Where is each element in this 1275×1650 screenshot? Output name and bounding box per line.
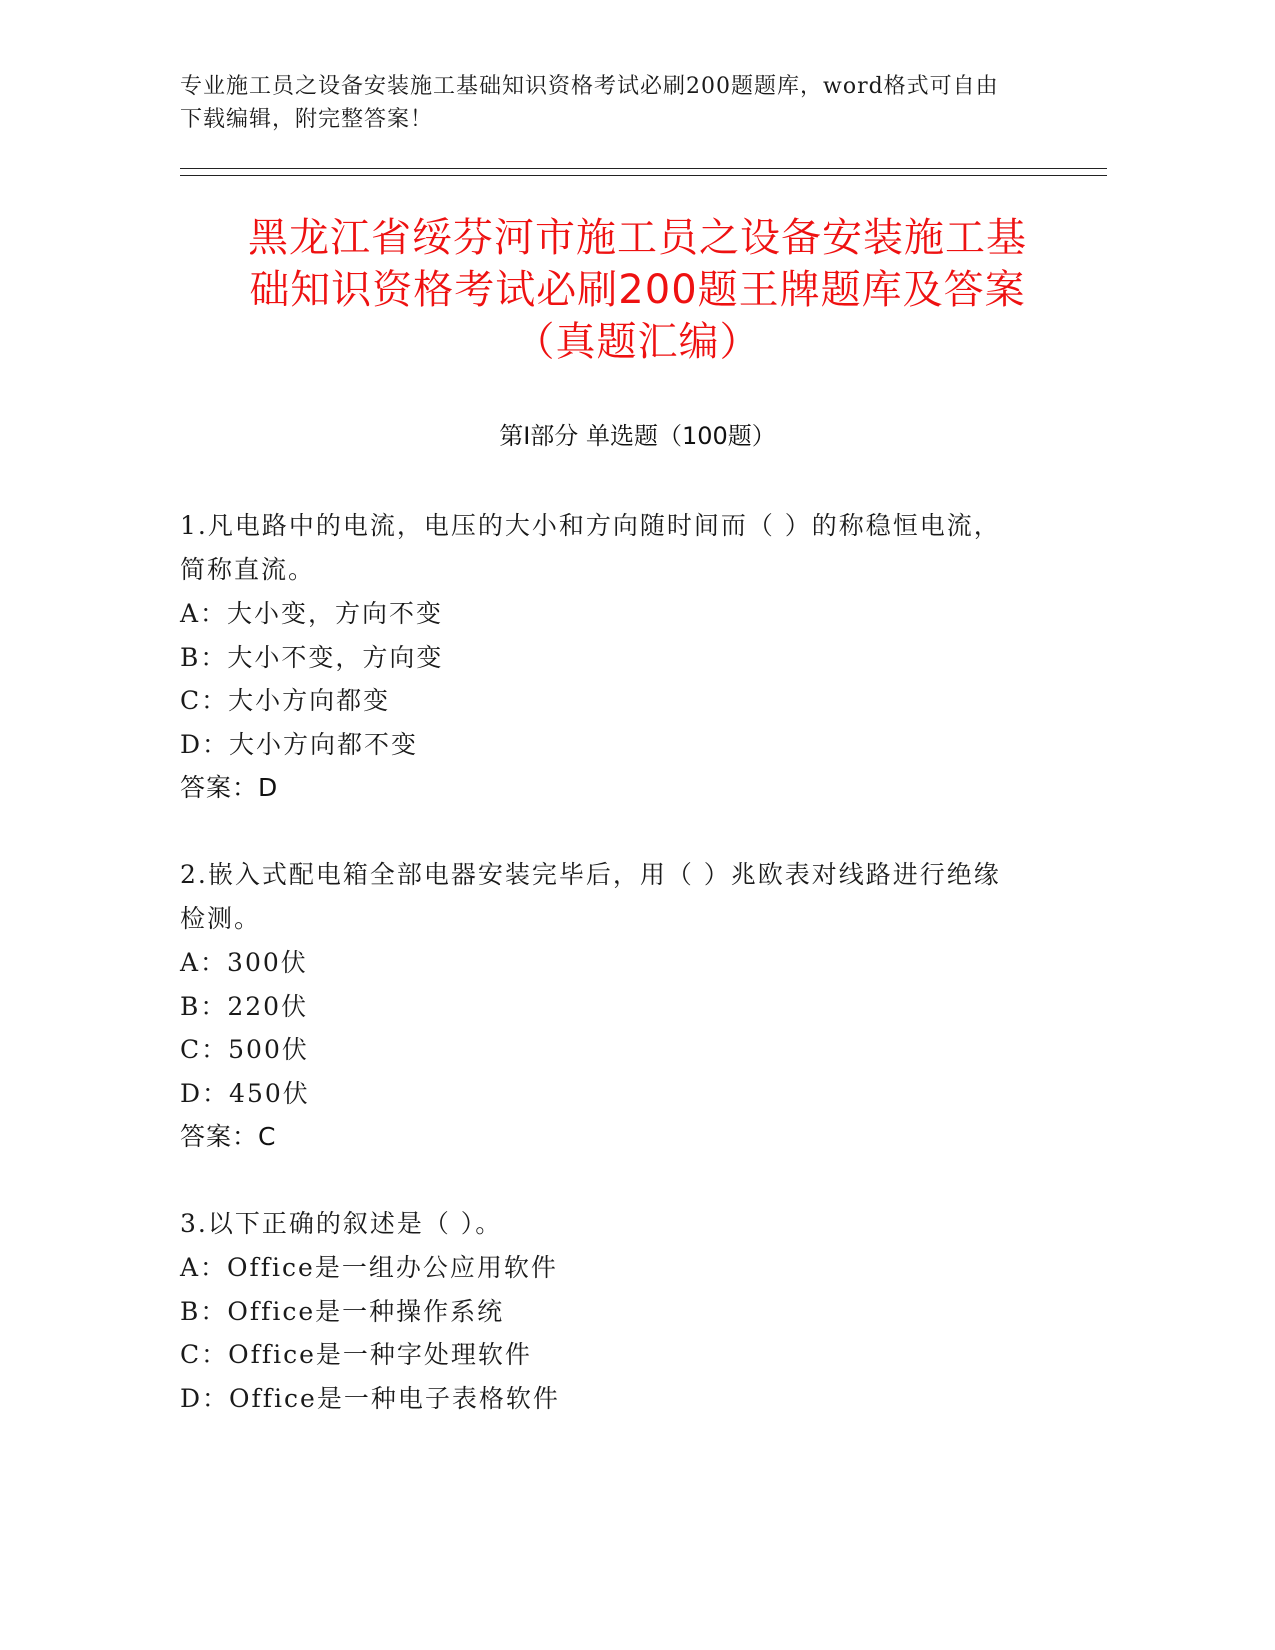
question-spacer bbox=[180, 1159, 1060, 1202]
header-note-line-1: 专业施工员之设备安装施工基础知识资格考试必刷200题题库，word格式可自由 bbox=[180, 74, 999, 99]
option-d: D：450伏 bbox=[180, 1078, 310, 1108]
answer: 答案：D bbox=[180, 773, 279, 802]
question-stem: 1.凡电路中的电流，电压的大小和方向随时间而（ ）的称稳恒电流， bbox=[180, 511, 1001, 540]
section-heading: 第Ⅰ部分 单选题（100题） bbox=[499, 422, 776, 450]
option-d: D：Office是一种电子表格软件 bbox=[180, 1383, 560, 1413]
option-a: A：大小变，方向不变 bbox=[180, 599, 444, 628]
answer: 答案：C bbox=[180, 1122, 277, 1151]
document-title bbox=[180, 212, 1095, 368]
question-3 bbox=[180, 1202, 1060, 1420]
title-line-3: （真题汇编） bbox=[514, 319, 761, 365]
header-divider-top bbox=[180, 168, 1107, 169]
option-b: B：220伏 bbox=[180, 991, 309, 1021]
question-stem-continued: 简称直流。 bbox=[180, 555, 316, 584]
option-b: B：大小不变，方向变 bbox=[180, 642, 444, 672]
question-stem: 3.以下正确的叙述是（ ）。 bbox=[180, 1209, 503, 1238]
option-b: B：Office是一种操作系统 bbox=[180, 1296, 505, 1326]
header-note-line-2: 下载编辑，附完整答案！ bbox=[180, 107, 434, 132]
option-c: C：大小方向都变 bbox=[180, 686, 391, 715]
header-divider-bottom bbox=[180, 175, 1107, 176]
option-a: A：300伏 bbox=[180, 948, 308, 977]
option-c: C：500伏 bbox=[180, 1035, 309, 1064]
option-a: A：Office是一组办公应用软件 bbox=[180, 1253, 558, 1282]
title-line-2: 础知识资格考试必刷200题王牌题库及答案 bbox=[249, 267, 1026, 313]
question-stem: 2.嵌入式配电箱全部电器安装完毕后，用（ ）兆欧表对线路进行绝缘 bbox=[180, 860, 1001, 889]
question-stem-continued: 检测。 bbox=[180, 904, 262, 933]
question-list bbox=[180, 504, 1060, 1420]
question-spacer bbox=[180, 810, 1060, 853]
option-c: C：Office是一种字处理软件 bbox=[180, 1340, 532, 1369]
title-line-1: 黑龙江省绥芬河市施工员之设备安装施工基 bbox=[248, 215, 1027, 261]
header-note bbox=[180, 70, 1080, 136]
question-2 bbox=[180, 853, 1060, 1159]
option-d: D：大小方向都不变 bbox=[180, 729, 419, 759]
question-1 bbox=[180, 504, 1060, 810]
